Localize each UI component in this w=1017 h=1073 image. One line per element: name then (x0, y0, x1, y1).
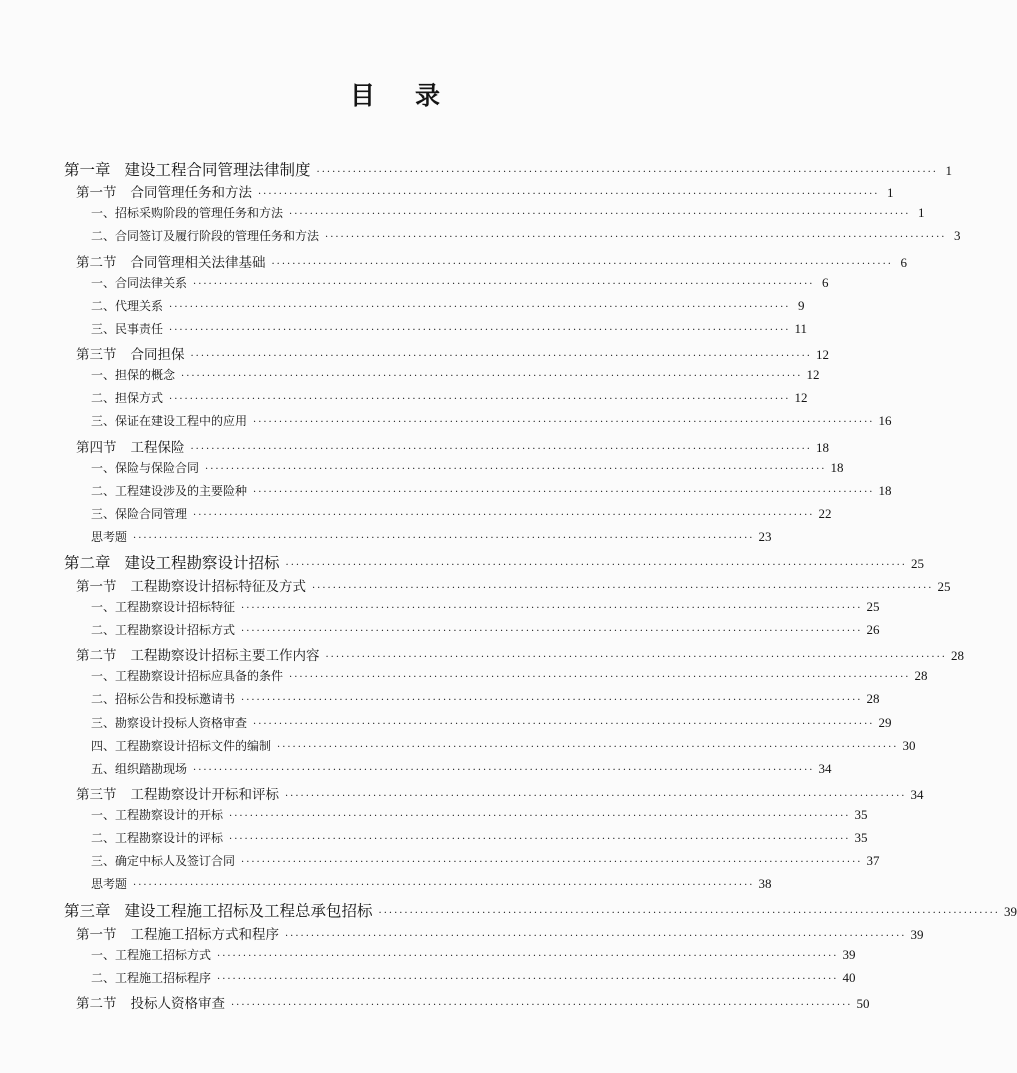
toc-page-number: 28 (866, 691, 880, 706)
toc-item-row[interactable] (91, 412, 892, 429)
toc-leader-dots: ························································································································ (258, 189, 880, 200)
toc-entry-label (76, 644, 320, 664)
toc-entry-title: 二、工程勘察设计招标方式 (91, 623, 236, 637)
toc-entry-title: 一、工程勘察设计招标特征 (91, 600, 236, 614)
toc-entry-number: 第三章 (64, 902, 111, 920)
toc-leader-dots: ························································································································ (277, 742, 899, 753)
toc-entry-label (91, 969, 211, 986)
toc-item-row[interactable] (91, 227, 961, 244)
toc-entry-number: 第二章 (64, 554, 111, 572)
toc-leader-dots: ························································································································ (190, 351, 812, 362)
toc-entry-number: 第一节 (76, 185, 117, 201)
toc-item-row[interactable] (91, 969, 856, 986)
toc-page-number: 18 (815, 440, 829, 455)
toc-item-row[interactable] (91, 320, 807, 337)
toc-leader-dots: ························································································································ (289, 209, 911, 220)
toc-entry-label (76, 181, 252, 201)
toc-entry-label (91, 459, 199, 476)
toc-leader-dots: ························································································································ (193, 510, 815, 521)
page-title (0, 76, 790, 112)
toc-entry-label (91, 667, 283, 684)
toc-entry-label (91, 737, 271, 754)
toc-page-number: 39 (910, 927, 924, 942)
toc-entry-label (91, 598, 235, 615)
toc-entry-title: 二、代理关系 (91, 299, 164, 313)
toc-entry-title: 五、组织踏勘现场 (91, 762, 188, 776)
toc-entry-number: 第四节 (76, 440, 117, 456)
toc-leader-dots: ························································································································ (325, 652, 947, 663)
toc-leader-dots: ························································································································ (253, 487, 875, 498)
toc-leader-dots: ························································································································ (378, 908, 1000, 919)
toc-page-number: 6 (821, 275, 829, 290)
toc-entry-label (76, 575, 306, 595)
toc-leader-dots: ························································································································ (312, 583, 934, 594)
toc-section-row[interactable] (76, 923, 924, 943)
toc-entry-title: 建设工程勘察设计招标 (124, 554, 280, 572)
toc-leader-dots: ························································································································ (133, 533, 755, 544)
toc-leader-dots: ························································································································ (271, 259, 893, 270)
toc-section-row[interactable] (76, 992, 870, 1012)
toc-entry-title: 合同管理任务和方法 (130, 185, 252, 201)
toc-page-number: 6 (900, 255, 907, 270)
toc-entry-label (64, 551, 280, 573)
toc-page-number: 22 (818, 506, 832, 521)
toc-entry-title: 三、确定中标人及签订合同 (91, 854, 236, 868)
toc-entry-label (91, 528, 127, 545)
toc-entry-label (91, 621, 235, 638)
toc-entry-label (76, 343, 185, 363)
toc-page-number: 25 (866, 599, 880, 614)
toc-entry-number: 第二节 (76, 255, 117, 271)
toc-entry-label (91, 227, 319, 244)
toc-leader-dots: ························································································································ (217, 974, 839, 985)
toc-entry-number: 第三节 (76, 787, 117, 803)
toc-leader-dots: ························································································································ (316, 167, 938, 178)
toc-entry-title: 二、工程勘察设计的评标 (91, 831, 224, 845)
toc-leader-dots: ························································································································ (241, 695, 863, 706)
page-title-char-1: 目 (349, 81, 375, 110)
toc-page-number: 1 (886, 185, 894, 200)
toc-leader-dots: ························································································································ (181, 371, 803, 382)
toc-page-number: 1 (945, 163, 952, 178)
toc-page-number: 25 (937, 579, 951, 594)
toc-leader-dots: ························································································································ (169, 325, 791, 336)
toc-leader-dots: ························································································································ (229, 811, 851, 822)
toc-page-number: 40 (842, 970, 856, 985)
toc-entry-label (64, 158, 311, 180)
toc-item-row[interactable] (91, 366, 820, 383)
toc-entry-label (76, 992, 225, 1012)
toc-leader-dots: ························································································································ (190, 444, 812, 455)
toc-item-row[interactable] (91, 297, 805, 314)
toc-section-row[interactable] (76, 644, 964, 664)
toc-entry-label (64, 899, 373, 921)
toc-item-row[interactable] (91, 760, 832, 777)
toc-leader-dots: ························································································································ (205, 464, 827, 475)
toc-page-number: 39 (842, 947, 856, 962)
toc-entry-title: 二、工程施工招标程序 (91, 971, 212, 985)
toc-page-number: 1 (917, 205, 925, 220)
toc-page-number: 12 (815, 347, 829, 362)
toc-leader-dots: ························································································································ (289, 672, 911, 683)
toc-entry-label (91, 366, 175, 383)
toc-entry-label (91, 204, 283, 221)
toc-entry-title: 四、工程勘察设计招标文件的编制 (91, 739, 272, 753)
toc-page-number: 28 (914, 668, 928, 683)
toc-entry-number: 第二节 (76, 648, 117, 664)
toc-entry-label (91, 505, 187, 522)
page-title-char-2: 录 (415, 81, 441, 110)
toc-page-number: 26 (866, 622, 880, 637)
toc-item-row[interactable] (91, 690, 880, 707)
toc-entry-title: 一、合同法律关系 (91, 276, 188, 290)
toc-entry-title: 三、保险合同管理 (91, 507, 188, 521)
toc-page-number: 28 (950, 648, 964, 663)
toc-item-row[interactable] (91, 667, 928, 684)
toc-item-row[interactable] (91, 737, 916, 754)
toc-entry-label (91, 389, 163, 406)
toc-entry-label (91, 320, 163, 337)
toc-leader-dots: ························································································································ (241, 603, 863, 614)
toc-leader-dots: ························································································································ (241, 626, 863, 637)
toc-item-row[interactable] (91, 806, 868, 823)
toc-entry-title: 合同担保 (130, 347, 185, 363)
toc-entry-label (91, 690, 235, 707)
toc-entry-number: 第一章 (64, 161, 111, 179)
toc-section-row[interactable] (76, 575, 951, 595)
toc-entry-title: 投标人资格审查 (130, 996, 225, 1012)
toc-entry-title: 工程勘察设计招标特征及方式 (130, 579, 306, 595)
toc-entry-label (91, 806, 223, 823)
toc-page-number: 34 (910, 787, 924, 802)
toc-entry-title: 合同管理相关法律基础 (130, 255, 266, 271)
toc-leader-dots: ························································································································ (241, 857, 863, 868)
toc-item-row[interactable] (91, 505, 832, 522)
toc-entry-label (76, 251, 266, 271)
toc-page-number: 12 (794, 390, 808, 405)
toc-entry-title: 二、招标公告和投标邀请书 (91, 692, 236, 706)
toc-entry-title: 一、工程勘察设计的开标 (91, 808, 224, 822)
toc-page-number: 50 (856, 996, 870, 1011)
toc-page-number: 3 (953, 228, 961, 243)
toc-entry-label (91, 829, 223, 846)
toc-entry-title: 二、工程建设涉及的主要险种 (91, 484, 248, 498)
toc-entry-title: 建设工程施工招标及工程总承包招标 (124, 902, 373, 920)
toc-entry-label (91, 482, 247, 499)
toc-entry-label (76, 923, 279, 943)
toc-leader-dots: ························································································································ (217, 951, 839, 962)
toc-entry-title: 思考题 (91, 877, 128, 891)
toc-entry-title: 一、保险与保险合同 (91, 461, 200, 475)
toc-entry-title: 一、工程施工招标方式 (91, 948, 212, 962)
toc-section-row[interactable] (76, 251, 907, 271)
toc-entry-number: 第二节 (76, 996, 117, 1012)
toc-item-row[interactable] (91, 459, 844, 476)
toc-entry-label (76, 783, 279, 803)
toc-leader-dots: ························································································································ (133, 880, 755, 891)
toc-leader-dots: ························································································································ (193, 279, 815, 290)
toc-entry-label (91, 274, 187, 291)
toc-item-row[interactable] (91, 274, 829, 291)
toc-leader-dots: ························································································································ (169, 394, 791, 405)
toc-page-number: 37 (866, 853, 880, 868)
toc-page-number: 29 (878, 715, 892, 730)
toc-leader-dots: ························································································································ (253, 719, 875, 730)
toc-page-number: 39 (1003, 904, 1017, 919)
toc-leader-dots: ························································································································ (169, 302, 791, 313)
toc-chapter-row[interactable] (64, 158, 952, 180)
toc-entry-title: 工程施工招标方式和程序 (130, 927, 279, 943)
toc-item-row[interactable] (91, 875, 772, 892)
toc-entry-title: 工程勘察设计开标和评标 (130, 787, 279, 803)
toc-entry-label (91, 875, 127, 892)
toc-entry-title: 三、保证在建设工程中的应用 (91, 414, 248, 428)
toc-entry-label (91, 714, 247, 731)
toc-item-row[interactable] (91, 482, 892, 499)
toc-entry-title: 工程勘察设计招标主要工作内容 (130, 648, 320, 664)
toc-entry-title: 二、担保方式 (91, 391, 164, 405)
toc-page-number: 38 (758, 876, 772, 891)
toc-page-number: 23 (758, 529, 772, 544)
toc-item-row[interactable] (91, 528, 772, 545)
toc-section-row[interactable] (76, 343, 829, 363)
toc-page-number: 34 (818, 761, 832, 776)
toc-leader-dots: ························································································································ (229, 834, 851, 845)
toc-entry-label (91, 297, 163, 314)
toc-entry-label (91, 760, 187, 777)
toc-entry-title: 二、合同签订及履行阶段的管理任务和方法 (91, 229, 320, 243)
toc-page-number: 18 (830, 460, 844, 475)
toc-page-number: 12 (806, 367, 820, 382)
toc-chapter-row[interactable] (64, 551, 924, 573)
toc-item-row[interactable] (91, 714, 892, 731)
toc-item-row[interactable] (91, 852, 880, 869)
toc-leader-dots: ························································································································ (285, 931, 907, 942)
toc-entry-title: 三、民事责任 (91, 322, 164, 336)
toc-leader-dots: ························································································································ (231, 1000, 853, 1011)
toc-leader-dots: ························································································································ (325, 232, 947, 243)
toc-entry-label (91, 412, 247, 429)
toc-entry-title: 建设工程合同管理法律制度 (124, 161, 311, 179)
toc-entry-title: 思考题 (91, 530, 128, 544)
toc-page-number: 16 (878, 413, 892, 428)
toc-page-number: 11 (794, 321, 807, 336)
toc-section-row[interactable] (76, 436, 829, 456)
toc-page-number: 30 (902, 738, 916, 753)
toc-entry-number: 第一节 (76, 579, 117, 595)
toc-item-row[interactable] (91, 621, 880, 638)
toc-page-number: 9 (797, 298, 805, 313)
toc-item-row[interactable] (91, 389, 808, 406)
toc-leader-dots: ························································································································ (193, 765, 815, 776)
toc-section-row[interactable] (76, 181, 894, 201)
toc-leader-dots: ························································································································ (285, 791, 907, 802)
toc-page-number: 18 (878, 483, 892, 498)
toc-entry-title: 一、工程勘察设计招标应具备的条件 (91, 669, 284, 683)
toc-leader-dots: ························································································································ (253, 417, 875, 428)
toc-section-row[interactable] (76, 783, 924, 803)
toc-entry-number: 第三节 (76, 347, 117, 363)
toc-item-row[interactable] (91, 204, 925, 221)
toc-item-row[interactable] (91, 946, 856, 963)
toc-leader-dots: ························································································································ (285, 560, 907, 571)
toc-page-number: 35 (854, 807, 868, 822)
toc-entry-number: 第一节 (76, 927, 117, 943)
toc-item-row[interactable] (91, 829, 868, 846)
toc-entry-title: 一、招标采购阶段的管理任务和方法 (91, 206, 284, 220)
toc-chapter-row[interactable] (64, 899, 1017, 921)
toc-page-number: 35 (854, 830, 868, 845)
toc-entry-title: 一、担保的概念 (91, 368, 176, 382)
toc-entry-label (76, 436, 185, 456)
toc-entry-title: 三、勘察设计投标人资格审查 (91, 716, 248, 730)
toc-item-row[interactable] (91, 598, 880, 615)
toc-entry-title: 工程保险 (130, 440, 185, 456)
toc-page-number: 25 (910, 556, 924, 571)
toc-entry-label (91, 852, 235, 869)
toc-entry-label (91, 946, 211, 963)
